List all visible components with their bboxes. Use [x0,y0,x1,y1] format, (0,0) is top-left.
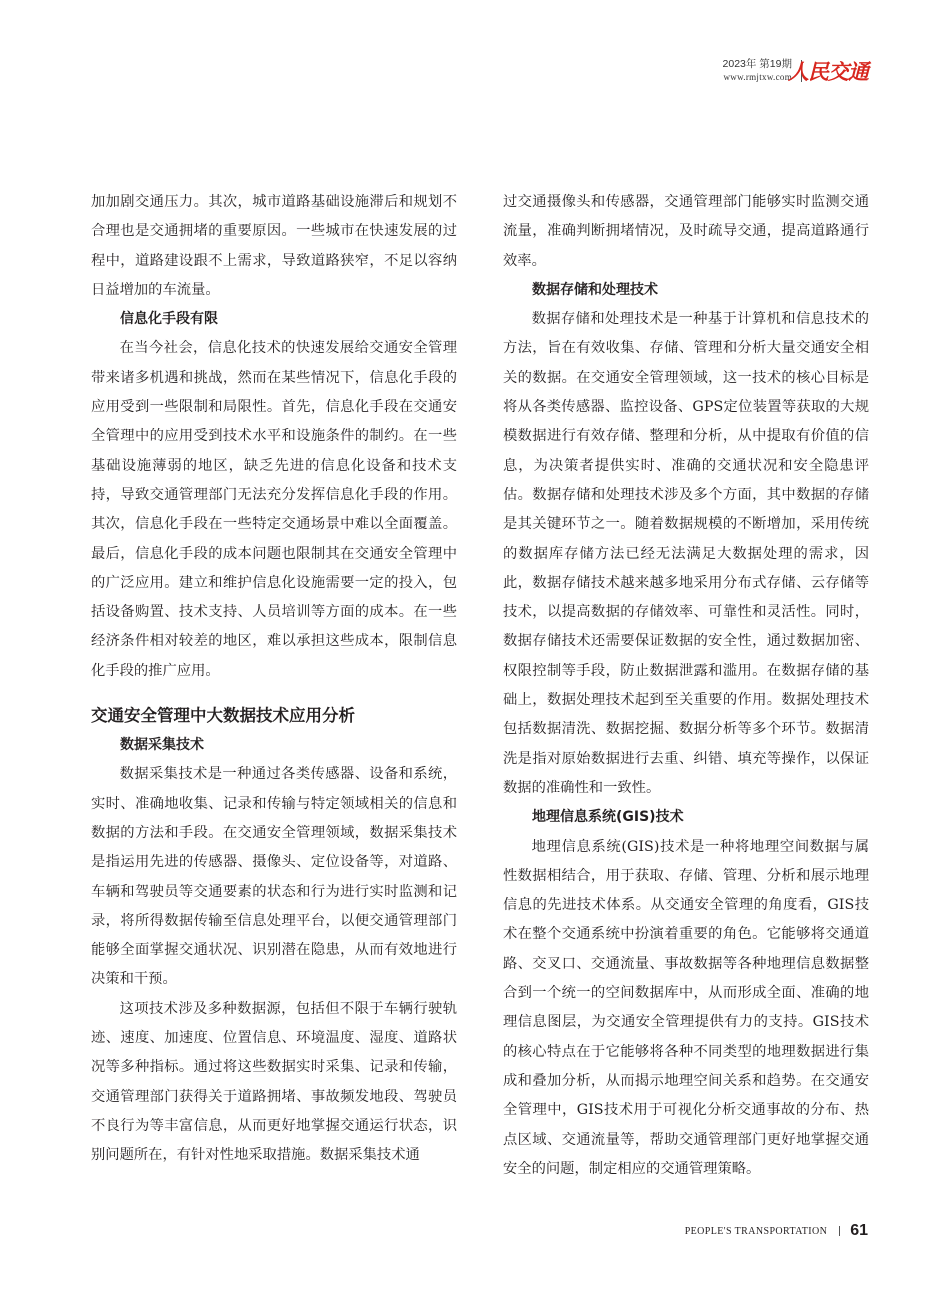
page-footer [685,1222,868,1240]
subheading: 信息化手段有限 [120,311,218,328]
paragraph: 数据存储和处理技术是一种基于计算机和信息技术的方法，旨在有效收集、存储、管理和分析大量交通安全相关的数据。在交通安全管理领域，这一技术的核心目标是将从各类传感器、监控设备、GPS定位装置等获取的大规模数据进行有效存储、整理和分析，从中提取有价值的信息，为决策者提供实时、准确的交通状况和安全隐患评估。数据存储和处理技术涉及多个方面，其中数据的存储是其关键环节之一。随着数据规模的不断增加，采用传统的数据库存储方法已经无法满足大数据处理的需求，因此，数据存储技术越来越多地采用分布式存储、云存储等技术，以提高数据的存储效率、可靠性和灵活性。同时，数据存储技术还需要保证数据的安全性，通过数据加密、权限控制等手段，防止数据泄露和滥用。在数据存储的基础上，数据处理技术起到至关重要的作用。数据处理技术包括数据清洗、数据挖掘、数据分析等多个环节。数据清洗是指对原始数据进行去重、纠错、填充等操作，以保证数据的准确性和一致性。 [503,311,869,796]
page-number: 61 [850,1222,868,1239]
left-column [91,188,457,1171]
subheading: 地理信息系统(GIS)技术 [532,809,684,826]
issue-info [723,58,792,83]
paragraph: 数据采集技术是一种通过各类传感器、设备和系统，实时、准确地收集、记录和传输与特定领域相关的信息和数据的方法和手段。在交通安全管理领域，数据采集技术是指运用先进的传感器、摄像头、定位设备等，对道路、车辆和驾驶员等交通要素的状态和行为进行实时监测和记录，将所得数据传输至信息处理平台，以便交通管理部门能够全面掌握交通状况、识别潜在隐患，从而有效地进行决策和干预。 [91,766,457,988]
issue-number: 2023年 第19期 [722,58,792,70]
website-url: www.rmjtxw.com [723,72,792,82]
paragraph: 加加剧交通压力。其次，城市道路基础设施滞后和规划不合理也是交通拥堵的重要原因。一些城市在快速发展的过程中，道路建设跟不上需求，导致道路狭窄，不足以容纳日益增加的车流量。 [91,194,457,298]
footer-divider [839,1226,840,1236]
paragraph: 地理信息系统(GIS)技术是一种将地理空间数据与属性数据相结合，用于获取、存储、管理、分析和展示地理信息的先进技术体系。从交通安全管理的角度看，GIS技术在整个交通系统中扮演着重要的角色。它能够将交通道路、交叉口、交通流量、事故数据等各种地理信息数据整合到一个统一的空间数据库中，从而形成全面、准确的地理信息图层，为交通安全管理提供有力的支持。GIS技术的核心特点在于它能够将各种不同类型的地理数据进行集成和叠加分析，从而揭示地理空间关系和趋势。在交通安全管理中，GIS技术用于可视化分析交通事故的分布、热点区域、交通流量等，帮助交通管理部门更好地掌握交通安全的问题，制定相应的交通管理策略。 [503,838,869,1177]
magazine-logo: 人民交通 [788,59,868,84]
right-column [503,188,869,1184]
paragraph: 这项技术涉及多种数据源，包括但不限于车辆行驶轨迹、速度、加速度、位置信息、环境温度、湿度、道路状况等多种指标。通过将这些数据实时采集、记录和传输，交通管理部门获得关于道路拥堵、事故频发地段、驾驶员不良行为等丰富信息，从而更好地掌握交通运行状态，识别问题所在，有针对性地采取措施。数据采集技术通 [91,1000,457,1164]
subheading: 数据存储和处理技术 [532,281,658,298]
subheading: 数据采集技术 [120,737,204,754]
paragraph: 过交通摄像头和传感器，交通管理部门能够实时监测交通流量，准确判断拥堵情况，及时疏导交通，提高道路通行效率。 [503,194,869,269]
paragraph: 在当今社会，信息化技术的快速发展给交通安全管理带来诸多机遇和挑战，然而在某些情况下，信息化手段的应用受到一些限制和局限性。首先，信息化手段在交通安全管理中的应用受到技术水平和设施条件的制约。在一些基础设施薄弱的地区，缺乏先进的信息化设备和技术支持，导致交通管理部门无法充分发挥信息化手段的作用。其次，信息化手段在一些特定交通场景中难以全面覆盖。最后，信息化手段的成本问题也限制其在交通安全管理中的广泛应用。建立和维护信息化设施需要一定的投入，包括设备购置、技术支持、人员培训等方面的成本。在一些经济条件相对较差的地区，难以承担这些成本，限制信息化手段的推广应用。 [91,340,457,679]
section-heading: 交通安全管理中大数据技术应用分析 [91,706,355,726]
magazine-name: PEOPLE'S TRANSPORTATION [684,1225,828,1237]
